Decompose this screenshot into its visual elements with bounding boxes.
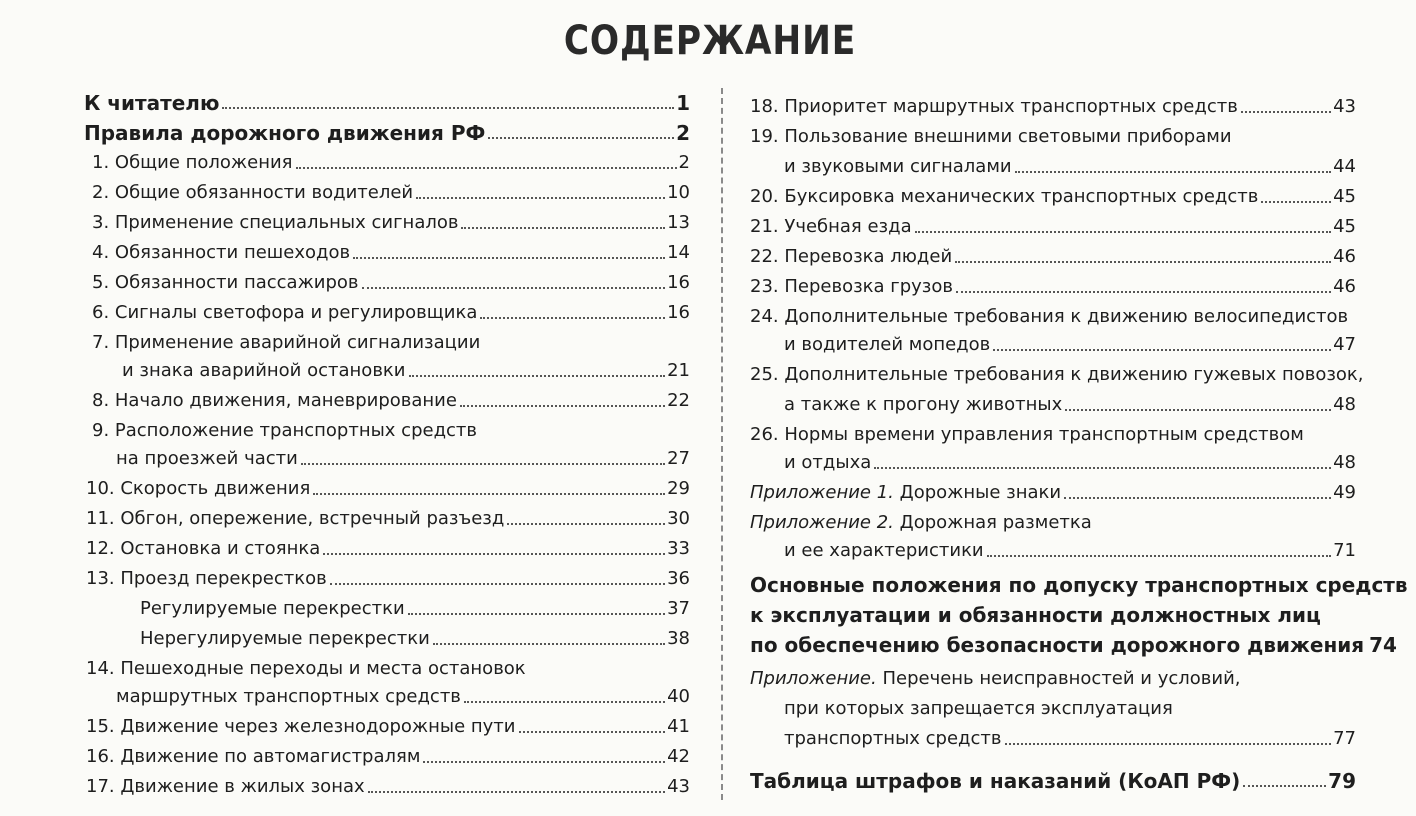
toc-page-number: 45: [1333, 216, 1356, 237]
toc-entry-text: Регулируемые перекрестки: [140, 598, 405, 619]
toc-entry: [92, 384, 690, 413]
dot-leader: [464, 701, 665, 703]
toc-entry-text: 18. Приоритет маршрутных транспортных средств: [750, 96, 1238, 117]
toc-entry-text: 15. Движение через железнодорожные пути: [86, 716, 516, 737]
dot-leader: [507, 523, 665, 525]
toc-entry-title: [784, 393, 1062, 417]
toc-page-number: 13: [667, 212, 690, 233]
toc-entry-title: [86, 657, 690, 681]
dot-leader: [1261, 201, 1331, 203]
toc-page-number: 10: [667, 182, 690, 203]
toc-entry: [116, 442, 690, 471]
toc-entry: [784, 446, 1356, 475]
dot-leader: [222, 107, 674, 109]
toc-entry: [750, 764, 1356, 793]
toc-entry: [92, 146, 690, 175]
toc-entry-title: [92, 419, 690, 443]
toc-entry-text: маршрутных транспортных средств: [116, 686, 461, 707]
dot-leader: [1243, 785, 1326, 787]
toc-entry-title: [750, 423, 1356, 447]
toc-entry-title: [784, 697, 1356, 721]
toc-page-number: 46: [1333, 246, 1356, 267]
toc-entry-title: [86, 715, 516, 739]
toc-entry: [784, 388, 1356, 417]
toc-entry-title: [86, 537, 320, 561]
toc-entry-text: 23. Перевозка грузов: [750, 276, 954, 297]
toc-page-number: 21: [667, 360, 690, 381]
toc-entry-title: [86, 567, 327, 591]
toc-entry-title: [122, 359, 406, 383]
toc-entry: [750, 90, 1356, 119]
toc-entry-title: [86, 775, 365, 799]
toc-page-number: 14: [667, 242, 690, 263]
toc-entry-title: [92, 301, 477, 325]
toc-entry: [750, 418, 1356, 447]
toc-entry-title: [784, 451, 871, 475]
toc-entry-text: по обеспечению безопасности дорожного движения: [750, 633, 1365, 657]
dot-leader: [993, 349, 1331, 351]
toc-entry-text: К читателю: [84, 91, 220, 115]
dot-leader: [408, 613, 665, 615]
toc-page-number: 43: [667, 776, 690, 797]
toc-entry-text: при которых запрещается эксплуатация: [784, 698, 1173, 719]
toc-page-number: 43: [1333, 96, 1356, 117]
toc-entry-text: 17. Движение в жилых зонах: [86, 776, 365, 797]
toc-page-number: 46: [1333, 276, 1356, 297]
toc-entry-text: 10. Скорость движения: [86, 478, 311, 499]
dot-leader: [519, 731, 666, 733]
dot-leader: [480, 317, 665, 319]
toc-page-number: 27: [667, 448, 690, 469]
toc-entry-text: 8. Начало движения, маневрирование: [92, 390, 457, 411]
toc-entry: [140, 622, 690, 651]
dot-leader: [956, 291, 1331, 293]
toc-entry-title: [92, 389, 457, 413]
toc-entry-text: Дорожная разметка: [893, 512, 1092, 533]
toc-entry-title: [750, 769, 1240, 793]
toc-page-number: 22: [667, 390, 690, 411]
toc-entry-title: [92, 241, 350, 265]
dot-leader: [874, 467, 1331, 469]
toc-entry: [784, 722, 1356, 751]
toc-entry-title: [750, 245, 952, 269]
toc-entry: [86, 502, 690, 531]
dot-leader: [330, 583, 665, 585]
toc-page-number: 16: [667, 272, 690, 293]
dot-leader: [323, 553, 665, 555]
toc-entry-text: Перечень неисправностей и условий,: [876, 668, 1241, 689]
toc-entry-title: [750, 667, 1356, 691]
toc-entry-title: [750, 633, 1364, 657]
toc-entry: [784, 534, 1356, 563]
toc-entry: [750, 358, 1364, 387]
column-divider: [721, 88, 723, 800]
toc-entry: [784, 692, 1356, 721]
toc-entry-text: и отдыха: [784, 452, 872, 473]
toc-entry-text: 16. Движение по автомагистралям: [86, 746, 421, 767]
toc-entry-title: [750, 603, 1356, 627]
toc-entry: [86, 532, 690, 561]
dot-leader: [433, 643, 665, 645]
dot-leader: [1064, 497, 1331, 499]
toc-entry-title: [750, 125, 1356, 149]
toc-entry-title: [750, 275, 953, 299]
toc-entry: [750, 300, 1356, 329]
toc-entry-appendix-label: Приложение.: [750, 668, 877, 689]
toc-entry-title: [750, 573, 1408, 597]
toc-entry-title: [116, 447, 298, 471]
toc-entry-text: Нерегулируемые перекрестки: [140, 628, 430, 649]
toc-entry: [116, 680, 690, 709]
toc-entry: [86, 472, 690, 501]
dot-leader: [1015, 171, 1331, 173]
toc-entry-text: Таблица штрафов и наказаний (КоАП РФ): [750, 769, 1241, 793]
dot-leader: [423, 761, 665, 763]
toc-entry: [86, 770, 690, 799]
toc-entry: [86, 562, 690, 591]
toc-entry-text: и звуковыми сигналами: [784, 156, 1012, 177]
toc-entry-title: [750, 363, 1364, 387]
toc-entry-text: 1. Общие положения: [92, 152, 293, 173]
toc-entry-title: [784, 333, 990, 357]
toc-entry: [750, 240, 1356, 269]
toc-entry-title: [750, 305, 1356, 329]
toc-entry-text: 14. Пешеходные переходы и места остановок: [86, 658, 526, 679]
toc-entry: [750, 210, 1356, 239]
toc-page-number: 79: [1328, 769, 1356, 793]
toc-entry-title: [750, 511, 1356, 535]
dot-leader: [353, 257, 665, 259]
dot-leader: [362, 287, 666, 289]
toc-entry-title: [140, 627, 430, 651]
toc-page-number: 30: [667, 508, 690, 529]
toc-entry: [750, 120, 1356, 149]
toc-entry: [86, 740, 690, 769]
toc-entry: [750, 568, 1408, 597]
toc-entry: [92, 266, 690, 295]
toc-entry-text: 19. Пользование внешними световыми приборами: [750, 126, 1232, 147]
toc-entry: [750, 628, 1397, 657]
toc-page-number: 48: [1333, 452, 1356, 473]
toc-page-number: 42: [667, 746, 690, 767]
toc-page-number: 2: [678, 152, 690, 173]
toc-entry: [92, 206, 690, 235]
dot-leader: [1005, 743, 1332, 745]
toc-entry-text: 13. Проезд перекрестков: [86, 568, 327, 589]
toc-entry-text: 26. Нормы времени управления транспортным средством: [750, 424, 1304, 445]
toc-page-number: 36: [667, 568, 690, 589]
toc-page-number: 49: [1333, 482, 1356, 503]
toc-entry: [92, 176, 690, 205]
toc-entry: [750, 506, 1356, 535]
toc-entry-text: транспортных средств: [784, 728, 1002, 749]
toc-entry-title: [750, 95, 1238, 119]
toc-entry-text: 11. Обгон, опережение, встречный разъезд: [86, 508, 505, 529]
dot-leader: [301, 463, 665, 465]
dot-leader: [409, 375, 666, 377]
toc-entry: [122, 354, 690, 383]
toc-page-number: 37: [667, 598, 690, 619]
toc-entry: [92, 296, 690, 325]
dot-leader: [461, 227, 665, 229]
toc-entry-title: [784, 727, 1002, 751]
toc-entry-text: и знака аварийной остановки: [122, 360, 406, 381]
page-title: СОДЕРЖАНИЕ: [563, 18, 857, 64]
toc-entry: [84, 116, 690, 145]
toc-entry-text: 12. Остановка и стоянка: [86, 538, 321, 559]
toc-page-number: 41: [667, 716, 690, 737]
toc-entry-title: [140, 597, 405, 621]
toc-entry-title: [86, 745, 420, 769]
toc-entry-text: 24. Дополнительные требования к движению велосипедистов: [750, 306, 1349, 327]
dot-leader: [488, 137, 674, 139]
toc-entry-text: к эксплуатации и обязанности должностных лиц: [750, 603, 1321, 627]
dot-leader: [460, 405, 665, 407]
toc-entry: [784, 328, 1356, 357]
toc-page-number: 40: [667, 686, 690, 707]
dot-leader: [368, 791, 665, 793]
dot-leader: [987, 555, 1331, 557]
toc-entry-text: Основные положения по допуску транспортных средств: [750, 573, 1408, 597]
toc-page-number: 77: [1333, 728, 1356, 749]
toc-entry-text: 22. Перевозка людей: [750, 246, 953, 267]
toc-entry-title: [84, 121, 485, 145]
toc-entry-text: 2. Общие обязанности водителей: [92, 182, 414, 203]
toc-page-number: 16: [667, 302, 690, 323]
toc-entry-text: Правила дорожного движения РФ: [84, 121, 486, 145]
toc-entry: [92, 236, 690, 265]
toc-entry-text: 25. Дополнительные требования к движению гужевых повозок,: [750, 364, 1364, 385]
dot-leader: [955, 261, 1331, 263]
toc-entry-text: и ее характеристики: [784, 540, 984, 561]
dot-leader: [915, 231, 1331, 233]
toc-entry: [750, 180, 1356, 209]
toc-entry-text: на проезжей части: [116, 448, 298, 469]
toc-entry-text: 4. Обязанности пешеходов: [92, 242, 351, 263]
toc-entry-title: [116, 685, 461, 709]
toc-entry-text: 5. Обязанности пассажиров: [92, 272, 359, 293]
toc-page-number: 48: [1333, 394, 1356, 415]
toc-entry-text: 3. Применение специальных сигналов: [92, 212, 459, 233]
toc-entry-title: [92, 151, 293, 175]
toc-entry-title: [92, 211, 458, 235]
dot-leader: [1065, 409, 1331, 411]
toc-entry-title: [92, 181, 413, 205]
toc-entry-text: 6. Сигналы светофора и регулировщика: [92, 302, 478, 323]
toc-entry: [86, 710, 690, 739]
toc-entry-title: [750, 481, 1061, 505]
toc-entry-text: Дорожные знаки: [893, 482, 1062, 503]
toc-entry-text: а также к прогону животных: [784, 394, 1063, 415]
toc-page-number: 33: [667, 538, 690, 559]
toc-entry-title: [92, 271, 359, 295]
toc-entry-text: 9. Расположение транспортных средств: [92, 420, 478, 441]
dot-leader: [313, 493, 665, 495]
toc-entry: [750, 598, 1356, 627]
toc-page-number: 2: [676, 121, 690, 145]
toc-entry-title: [750, 215, 912, 239]
toc-entry-title: [86, 507, 504, 531]
dot-leader: [296, 167, 677, 169]
toc-page-number: 44: [1333, 156, 1356, 177]
toc-entry: [784, 150, 1356, 179]
toc-entry: [750, 270, 1356, 299]
toc-entry: [86, 652, 690, 681]
toc-entry-text: и водителей мопедов: [784, 334, 991, 355]
toc-entry: [92, 326, 690, 355]
toc-entry: [92, 414, 690, 443]
toc-entry: [750, 476, 1356, 505]
toc-page-number: 71: [1333, 540, 1356, 561]
toc-entry-title: [92, 331, 690, 355]
toc-entry-text: 20. Буксировка механических транспортных средств: [750, 186, 1259, 207]
toc-entry-appendix-label: Приложение 2.: [750, 512, 894, 533]
toc-entry: [140, 592, 690, 621]
toc-page-number: 45: [1333, 186, 1356, 207]
toc-entry-title: [86, 477, 310, 501]
toc-entry: [750, 662, 1356, 691]
toc-entry-title: [784, 155, 1012, 179]
toc-entry-text: 7. Применение аварийной сигнализации: [92, 332, 481, 353]
toc-page-number: 47: [1333, 334, 1356, 355]
dot-leader: [416, 197, 665, 199]
toc-page-number: 29: [667, 478, 690, 499]
toc-page-number: 1: [676, 91, 690, 115]
toc-entry-title: [784, 539, 984, 563]
toc-entry-title: [750, 185, 1258, 209]
toc-entry-title: [84, 91, 219, 115]
toc-entry-text: 21. Учебная езда: [750, 216, 912, 237]
toc-entry: [84, 86, 690, 115]
toc-page-number: 74: [1369, 633, 1397, 657]
toc-page-number: 38: [667, 628, 690, 649]
toc-entry-appendix-label: Приложение 1.: [750, 482, 894, 503]
dot-leader: [1241, 111, 1331, 113]
